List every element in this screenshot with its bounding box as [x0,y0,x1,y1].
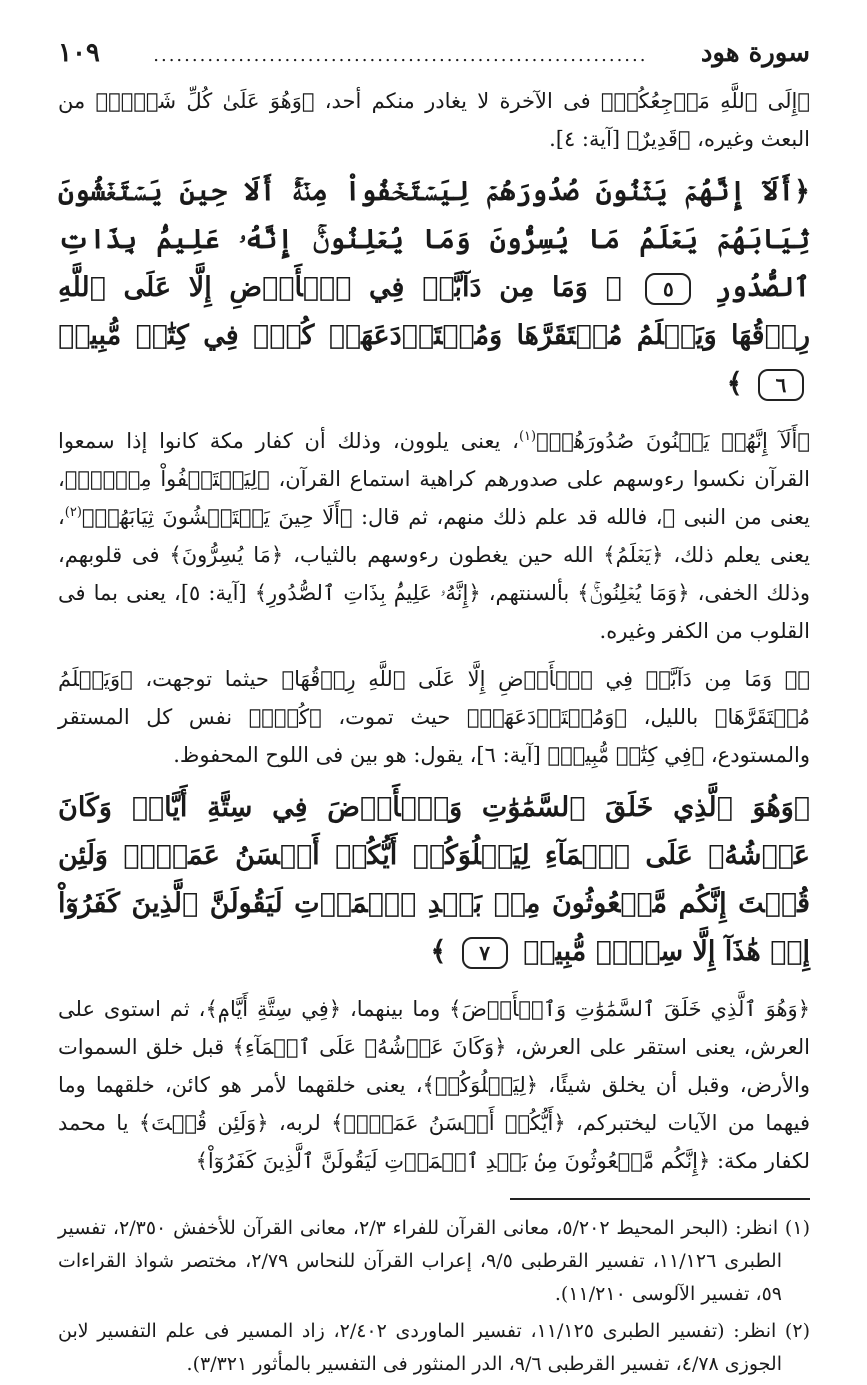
ayah-number-marker: ٦ [758,369,804,401]
commentary-paragraph-4: ﴿وَهُوَ ٱلَّذِي خَلَقَ ٱلسَّمَٰوَٰتِ وَٱلۡأَرۡضَ﴾ وما بينهما، ﴿فِي سِتَّةِ أَيَّامٖ﴾، ثم استوى على العرش، يعنى استقر على العرش، ﴿وَكَانَ عَرۡشُهُۥ عَلَى ٱلۡمَآءِ﴾ قبل خلق السموات والأرض، وقبل أن يخلق شيئًا، ﴿لِيَبۡلُوَكُمۡ﴾، يعنى خلقهما لأمر هو كائن، خلقهما وما فيهما من الآيات ليختبركم، ﴿أَيُّكُمۡ أَحۡسَنُ عَمَلٗاۗ﴾ لربه، ﴿وَلَئِن قُلۡتَ﴾ يا محمد لكفار مكة: ﴿إِنَّكُم مَّبۡعُوثُونَ مِنۢ بَعۡدِ ٱلۡمَوۡتِ لَيَقُولَنَّ ٱلَّذِينَ كَفَرُوٓاْ﴾ [58,997,810,1173]
commentary-text: ، يعنى يلوون، وذلك أن كفار مكة كانوا إذا سمعوا القرآن نكسوا رءوسهم على صدورهم كراهية استماع القرآن، ﴿لِيَسۡتَخۡفُواْ مِنۡهُۚ﴾، يعنى من النبى ﷺ، فالله قد علم ذلك منهم، ثم قال: ﴿أَلَا حِينَ يَسۡتَغۡشُونَ ثِيَابَهُمۡ﴾ [58,429,810,529]
ayah-number-marker: ٧ [462,937,508,969]
verse-text: ﴿وَهُوَ ٱلَّذِي خَلَقَ ٱلسَّمَٰوَٰتِ وَٱلۡأَرۡضَ فِي سِتَّةِ أَيَّامٖ وَكَانَ عَرۡشُهُۥ عَلَى ٱلۡمَآءِ لِيَبۡلُوَكُمۡ أَيُّكُمۡ أَحۡسَنُ عَمَلٗاۗ وَلَئِن قُلۡتَ إِنَّكُم مَّبۡعُوثُونَ مِنۢ بَعۡدِ ٱلۡمَوۡتِ لَيَقُولَنَّ ٱلَّذِينَ كَفَرُوٓاْ إِنۡ هَٰذَآ إِلَّا سِحۡرٞ مُّبِينٞ [58,792,810,967]
footnote-ref: (١) [518,429,537,444]
page-number: ١٠٩ [58,38,100,68]
footnote-2: (٢) انظر: (تفسير الطبرى ١١/١٢٥، تفسير الماوردى ٢/٤٠٢، زاد المسير فى علم التفسير لابن الجوزى ٤/٧٨، تفسير القرطبى ٩/٦، الدر المنثور فى التفسير بالمأثور ٣/٣٢١). [58,1320,810,1375]
surah-title: سورة هود [700,38,810,68]
page [58,38,810,1385]
footnote-divider [510,1198,810,1200]
footnote-1: (١) انظر: (البحر المحيط ٥/٢٠٢، معانى القرآن للفراء ٢/٣، معانى القرآن للأخفش ٢/٣٥٠، تفسير الطبرى ١١/١٢٦، تفسير القرطبى ٩/٥، إعراب القرآن للنحاس ٢/٧٩، مختصر شواذ القراءات ٥٩، تفسير الآلوسى ١١/٢١٠). [58,1217,810,1305]
commentary-paragraph-2 [58,422,810,650]
verse-close-bracket: ﴾ [726,368,743,399]
leader-dots: ................................................................ [153,45,648,66]
quran-verse-block-2 [58,784,810,976]
page-header [58,38,810,82]
commentary-text: ، يعنى يعلم ذلك، ﴿يَعۡلَمُ﴾ الله حين يغطون رءوسهم بالثياب، ﴿مَا يُسِرُّونَ﴾ فى قلوبهم، وذلك الخفى، ﴿وَمَا يُعۡلِنُونَۚ﴾ بألسنتهم، ﴿إِنَّهُۥ عَلِيمُۢ بِذَاتِ ٱلصُّدُورِ﴾ [آية: ٥]، يعنى بما فى القلوب من الكفر وغيره. [58,505,810,643]
verse-text: ۞ وَمَا مِن دَآبَّةٖ فِي ٱلۡأَرۡضِ إِلَّا عَلَى ٱللَّهِ رِزۡقُهَا وَيَعۡلَمُ مُسۡتَقَرَّهَا وَمُسۡتَوۡدَعَهَاۚ كُلّٞ فِي كِتَٰبٖ مُّبِينٖ [58,272,811,351]
commentary-text: ﴿أَلَآ إِنَّهُمۡ يَثۡنُونَ صُدُورَهُمۡ﴾ [536,429,810,453]
ayah-number-marker: ٥ [645,273,691,305]
commentary-paragraph-3: ﴿۞ وَمَا مِن دَآبَّةٖ فِي ٱلۡأَرۡضِ إِلَّا عَلَى ٱللَّهِ رِزۡقُهَا﴾ حيثما توجهت، ﴿وَيَعۡلَمُ مُسۡتَقَرَّهَا﴾ بالليل، ﴿وَمُسۡتَوۡدَعَهَاۚ﴾ حيث تموت، ﴿كُلّٞ﴾ نفس كل المستقر والمستودع، ﴿فِي كِتَٰبٖ مُّبِينٖ﴾ [آية: ٦]، يقول: هو بين فى اللوح المحفوظ. [58,667,810,767]
verse-text: ﴿أَلَآ إِنَّهُمۡ يَثۡنُونَ صُدُورَهُمۡ لِيَسۡتَخۡفُواْ مِنۡهُۚ أَلَا حِينَ يَسۡتَغۡشُونَ ثِيَابَهُمۡ يَعۡلَمُ مَا يُسِرُّونَ وَمَا يُعۡلِنُونَۚ إِنَّهُۥ عَلِيمُۢ بِذَاتِ ٱلصُّدُورِ [58,176,811,303]
commentary-paragraph-1: ﴿إِلَى ٱللَّهِ مَرۡجِعُكُمۡ﴾ فى الآخرة لا يغادر منكم أحد، ﴿وَهُوَ عَلَىٰ كُلِّ شَيۡءٖ﴾ من البعث وغيره، ﴿قَدِيرٌ﴾ [آية: ٤]. [58,89,810,151]
verse-close-bracket: ﴾ [430,936,447,967]
quran-verse-block-1 [58,168,810,408]
footnote-ref: (٢) [64,505,82,520]
